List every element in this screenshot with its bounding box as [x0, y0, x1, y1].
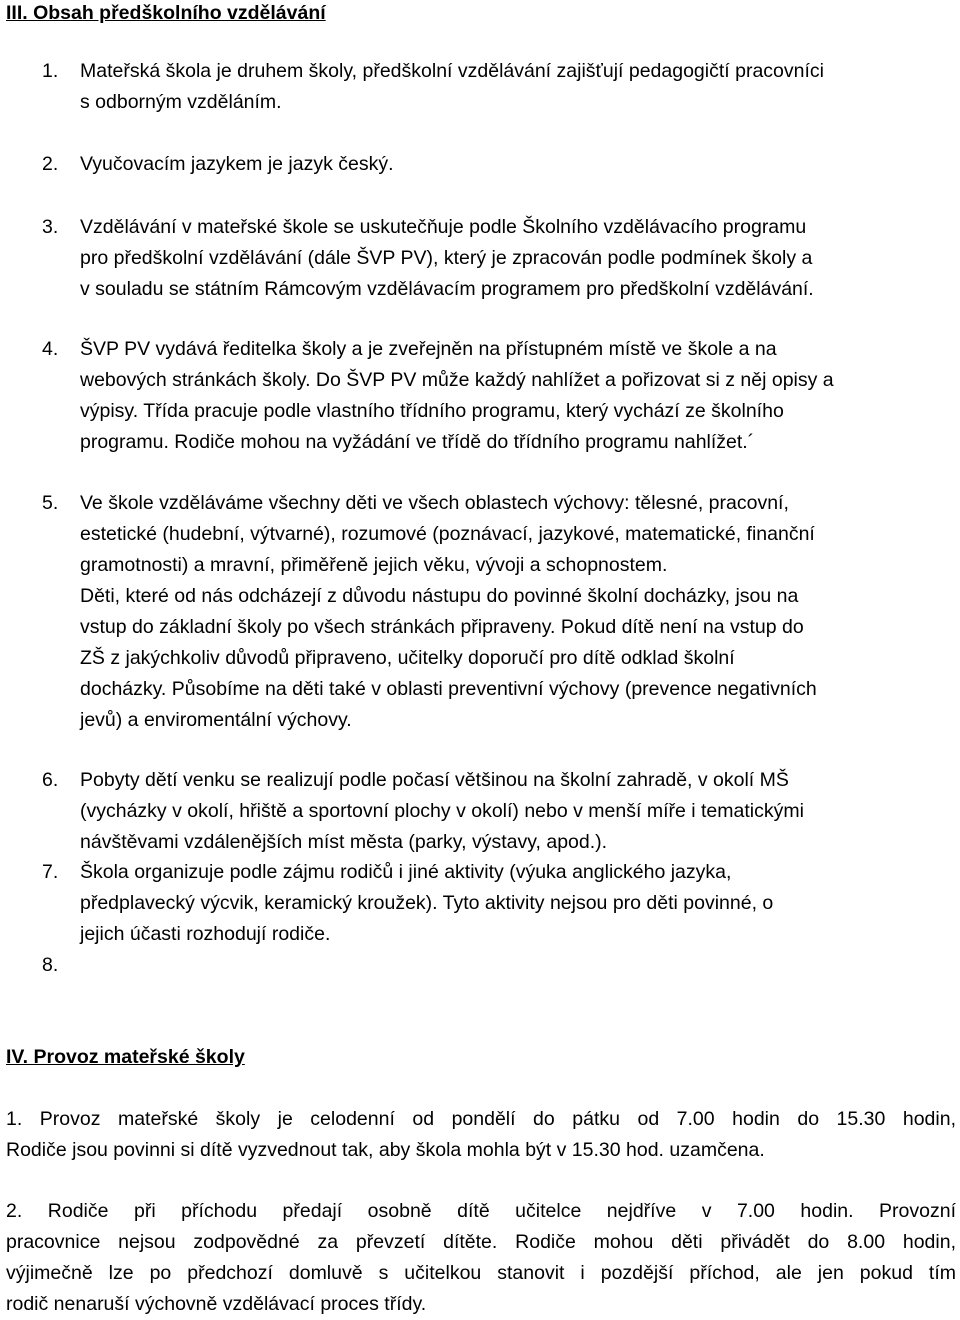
section-4-heading: IV. Provoz mateřské školy — [6, 1046, 245, 1068]
text-line: výjimečně lze po předchozí domluvě s učitelkou stanovit i pozdější příchod, ale jen pokud tím — [6, 1262, 956, 1284]
text-line: gramotnosti) a mravní, přiměřeně jejich věku, vývoji a schopnostem. — [80, 554, 668, 576]
text-line: předplavecký výcvik, keramický kroužek). Tyto aktivity nejsou pro děti povinné, o — [80, 892, 774, 914]
list-item-number: 1. — [42, 60, 59, 82]
text-line: Škola organizuje podle zájmu rodičů i jiné aktivity (výuka anglického jazyka, — [80, 861, 732, 883]
text-line: programu. Rodiče mohou na vyžádání ve třídě do třídního programu nahlížet.´ — [80, 431, 755, 453]
text-line: Ve škole vzděláváme všechny děti ve všech oblastech výchovy: tělesné, pracovní, — [80, 492, 789, 514]
text-line: 1. Provoz mateřské školy je celodenní od pondělí do pátku od 7.00 hodin do 15.30 hodin, — [6, 1108, 956, 1130]
list-item-text — [80, 149, 952, 180]
text-line: Vyučovacím jazykem je jazyk český. — [80, 153, 394, 175]
list-item-number: 7. — [42, 861, 59, 883]
list-item-number: 2. — [42, 153, 59, 175]
text-line: pro předškolní vzdělávání (dále ŠVP PV), který je zpracován podle podmínek školy a — [80, 247, 813, 269]
text-line: návštěvami vzdálenějších míst města (parky, výstavy, apod.). — [80, 831, 608, 853]
text-line: Vzdělávání v mateřské škole se uskutečňuje podle Školního vzdělávacího programu — [80, 216, 807, 238]
list-item-number: 6. — [42, 769, 59, 791]
list-item-text — [80, 765, 952, 858]
text-line: (vycházky v okolí, hřiště a sportovní plochy v okolí) nebo v menší míře i tematickými — [80, 800, 804, 822]
list-item-number: 4. — [42, 338, 59, 360]
text-line: ZŠ z jakýchkoliv důvodů připraveno, učitelky doporučí pro dítě odklad školní — [80, 647, 735, 669]
list-item-text — [80, 212, 952, 305]
list-item-text — [80, 857, 952, 950]
text-line: estetické (hudební, výtvarné), rozumové (poznávací, jazykové, matematické, finanční — [80, 523, 815, 545]
text-line: vstup do základní školy po všech stránkách připraveny. Pokud dítě není na vstup do — [80, 616, 804, 638]
list-item-number: 8. — [42, 954, 59, 976]
section-3-heading: III. Obsah předškolního vzdělávání — [6, 2, 326, 24]
text-line: jevů) a enviromentální výchovy. — [80, 709, 352, 731]
text-line: ŠVP PV vydává ředitelka školy a je zveřejněn na přístupném místě ve škole a na — [80, 338, 777, 360]
text-line: docházky. Působíme na děti také v oblasti preventivní výchovy (prevence negativních — [80, 678, 817, 700]
list-item-number: 3. — [42, 216, 59, 238]
text-line: webových stránkách školy. Do ŠVP PV může každý nahlížet a pořizovat si z něj opisy a — [80, 369, 834, 391]
text-line: pracovnice nejsou zodpovědné za převzetí dítěte. Rodiče mohou děti přivádět do 8.00 hodin, — [6, 1231, 956, 1253]
text-line: výpisy. Třída pracuje podle vlastního třídního programu, který vychází ze školního — [80, 400, 784, 422]
list-item-number: 5. — [42, 492, 59, 514]
text-line: jejich účasti rozhodují rodiče. — [80, 923, 331, 945]
list-item-text — [80, 334, 952, 458]
text-line: Děti, které od nás odcházejí z důvodu nástupu do povinné školní docházky, jsou na — [80, 585, 799, 607]
paragraph-2 — [6, 1196, 956, 1320]
list-item-text — [80, 56, 952, 118]
paragraph-1 — [6, 1104, 956, 1166]
text-line: 2. Rodiče při příchodu předají osobně dítě učitelce nejdříve v 7.00 hodin. Provozní — [6, 1200, 956, 1222]
text-line: Rodiče jsou povinni si dítě vyzvednout tak, aby škola mohla být v 15.30 hod. uzamčena. — [6, 1139, 765, 1161]
text-line: s odborným vzděláním. — [80, 91, 282, 113]
text-line: rodič nenaruší výchovně vzdělávací proces třídy. — [6, 1293, 427, 1315]
text-line: Pobyty dětí venku se realizují podle počasí většinou na školní zahradě, v okolí MŠ — [80, 769, 789, 791]
text-line: v souladu se státním Rámcovým vzdělávacím programem pro předškolní vzdělávání. — [80, 278, 814, 300]
list-item-text — [80, 488, 952, 736]
text-line: Mateřská škola je druhem školy, předškolní vzdělávání zajišťují pedagogičtí pracovníci — [80, 60, 824, 82]
